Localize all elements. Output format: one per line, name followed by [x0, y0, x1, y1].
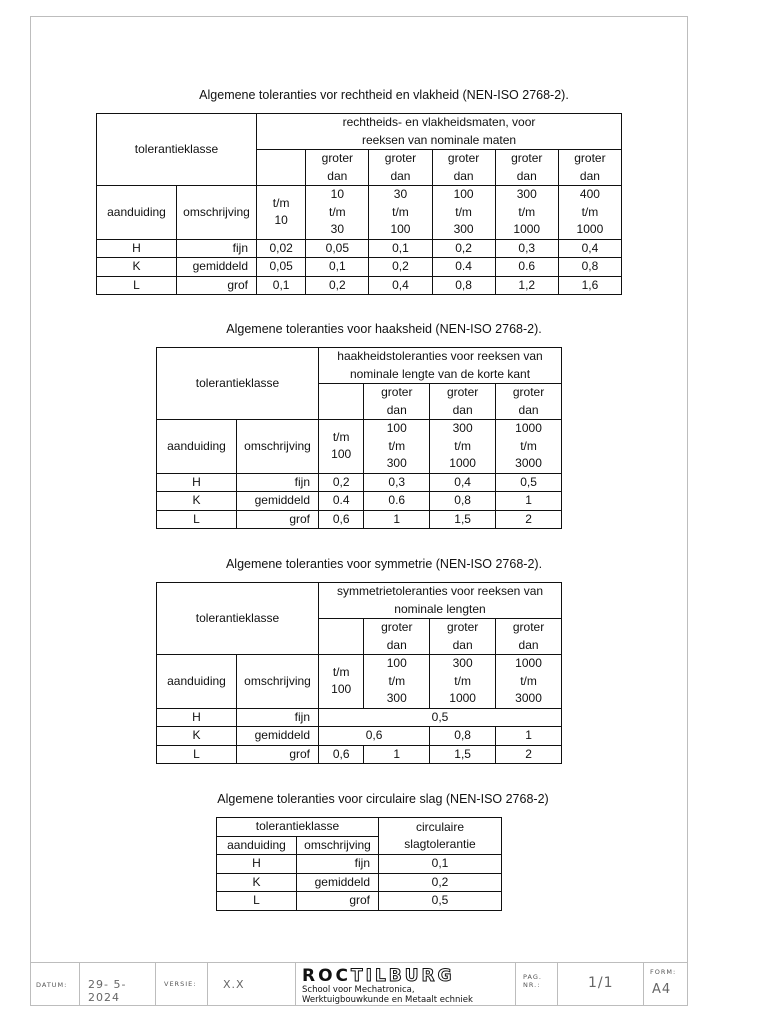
value-cell: 0,8: [432, 276, 495, 295]
table-row: [157, 708, 562, 727]
table-row: [157, 473, 562, 492]
col-aanduiding: aanduiding: [97, 186, 177, 240]
class-code: H: [217, 855, 297, 874]
pag-label: PAG. NR.:: [523, 973, 542, 989]
versie-label: VERSIE:: [164, 980, 197, 988]
value-cell: 0.6: [364, 492, 430, 511]
table-row: [97, 276, 622, 295]
versie-value: X.X: [223, 978, 245, 991]
value-cell: 0,2: [379, 873, 502, 892]
greater-cell: groter dan: [369, 150, 432, 186]
runout-table: [216, 817, 502, 911]
greater-cell: groter dan: [495, 150, 558, 186]
logo-roc: ROC: [302, 966, 352, 986]
datum-label: DATUM:: [36, 981, 68, 989]
class-code: K: [217, 873, 297, 892]
roc-tilburg-logo: [302, 966, 455, 986]
greater-cell: groter dan: [364, 619, 430, 655]
datum-value-cell: [80, 963, 156, 1006]
value-cell: 0,2: [319, 473, 364, 492]
range-cell: 1000 t/m 3000: [496, 420, 562, 474]
form-label: FORM:: [650, 968, 677, 976]
range-cell: t/m 100: [319, 655, 364, 709]
value-cell: 0,05: [306, 239, 369, 258]
class-code: L: [157, 510, 237, 529]
value-cell: 0,4: [430, 473, 496, 492]
range-cell: 100 t/m 300: [432, 186, 495, 240]
greater-cell: [319, 384, 364, 420]
range-header: haakheidstoleranties voor reeksen van nominale lengte van de korte kant: [319, 348, 562, 384]
col-aanduiding: aanduiding: [157, 655, 237, 709]
value-cell: 0,4: [558, 239, 621, 258]
runout-title: Algemene toleranties voor circulaire slag (NEN-ISO 2768-2): [217, 792, 549, 806]
symmetry-table: [156, 582, 562, 764]
value-cell: 0,2: [306, 276, 369, 295]
range-cell: 300 t/m 1000: [430, 420, 496, 474]
squareness-table: [156, 347, 562, 529]
value-cell: 0,5: [319, 708, 562, 727]
versie-value-cell: [208, 963, 296, 1006]
greater-cell: [257, 150, 306, 186]
range-header: rechtheids- en vlakheidsmaten, voor reeksen van nominale maten: [257, 114, 622, 150]
class-code: K: [157, 492, 237, 511]
class-header: tolerantieklasse: [157, 348, 319, 420]
class-code: H: [157, 473, 237, 492]
greater-cell: groter dan: [496, 619, 562, 655]
value-cell: 0,5: [496, 473, 562, 492]
table-row: [157, 727, 562, 746]
greater-cell: groter dan: [558, 150, 621, 186]
school-line-1: School voor Mechatronica,: [302, 985, 415, 995]
table-row: [217, 873, 502, 892]
range-cell: 400 t/m 1000: [558, 186, 621, 240]
value-cell: 1,2: [495, 276, 558, 295]
class-desc: grof: [177, 276, 257, 295]
value-cell: 0.4: [432, 258, 495, 277]
class-desc: gemiddeld: [237, 727, 319, 746]
value-cell: 0,6: [319, 727, 430, 746]
class-code: K: [157, 727, 237, 746]
range-cell: t/m 100: [319, 420, 364, 474]
value-cell: 1,5: [430, 510, 496, 529]
class-desc: gemiddeld: [297, 873, 379, 892]
range-cell: 100 t/m 300: [364, 420, 430, 474]
class-code: H: [157, 708, 237, 727]
pag-value-cell: [558, 963, 644, 1006]
class-desc: fijn: [237, 473, 319, 492]
value-cell: 1: [364, 510, 430, 529]
value-cell: 0,2: [432, 239, 495, 258]
datum-cell: [30, 963, 80, 1006]
col-omschrijving: omschrijving: [297, 836, 379, 855]
col-aanduiding: aanduiding: [157, 420, 237, 474]
form-value: A4: [652, 982, 672, 997]
symmetry-title: Algemene toleranties voor symmetrie (NEN-ISO 2768-2).: [225, 557, 543, 571]
class-code: K: [97, 258, 177, 277]
greater-cell: groter dan: [496, 384, 562, 420]
greater-cell: groter dan: [306, 150, 369, 186]
class-desc: grof: [297, 892, 379, 911]
class-header: tolerantieklasse: [217, 818, 379, 837]
value-cell: 1,6: [558, 276, 621, 295]
table-row: [157, 510, 562, 529]
value-cell: 1: [364, 745, 430, 764]
value-cell: 1: [496, 492, 562, 511]
table-row: [157, 492, 562, 511]
datum-value: 29- 5- 2024: [88, 978, 127, 1004]
value-cell: 1: [496, 727, 562, 746]
squareness-title: Algemene toleranties voor haaksheid (NEN-ISO 2768-2).: [226, 322, 542, 336]
value-cell: 0,8: [558, 258, 621, 277]
class-code: H: [97, 239, 177, 258]
value-header: circulaire slagtolerantie: [379, 818, 502, 855]
logo-tilburg: TILBURG: [351, 966, 455, 986]
value-cell: 0,2: [369, 258, 432, 277]
value-cell: 2: [496, 745, 562, 764]
range-header: symmetrietoleranties voor reeksen van nominale lengten: [319, 583, 562, 619]
greater-cell: groter dan: [430, 619, 496, 655]
range-cell: 300 t/m 1000: [430, 655, 496, 709]
table-row: [97, 239, 622, 258]
greater-cell: groter dan: [364, 384, 430, 420]
col-omschrijving: omschrijving: [237, 420, 319, 474]
value-cell: 0,3: [495, 239, 558, 258]
table-row: [97, 258, 622, 277]
class-desc: grof: [237, 510, 319, 529]
title-block: [30, 962, 688, 1006]
value-cell: 0.4: [319, 492, 364, 511]
range-cell: 10 t/m 30: [306, 186, 369, 240]
range-cell: 300 t/m 1000: [495, 186, 558, 240]
class-code: L: [97, 276, 177, 295]
value-cell: 0.6: [495, 258, 558, 277]
value-cell: 0,6: [319, 745, 364, 764]
value-cell: 0,5: [379, 892, 502, 911]
value-cell: 0,1: [306, 258, 369, 277]
pag-cell: [516, 963, 558, 1006]
col-omschrijving: omschrijving: [237, 655, 319, 709]
value-cell: 2: [496, 510, 562, 529]
straightness-title: Algemene toleranties vor rechtheid en vlakheid (NEN-ISO 2768-2).: [199, 88, 569, 102]
class-desc: fijn: [297, 855, 379, 874]
value-cell: 0,8: [430, 727, 496, 746]
school-line-2: Werktuigbouwkunde en Metaalt echniek: [302, 995, 473, 1005]
table-row: [217, 892, 502, 911]
class-code: L: [157, 745, 237, 764]
class-desc: gemiddeld: [237, 492, 319, 511]
col-omschrijving: omschrijving: [177, 186, 257, 240]
class-header: tolerantieklasse: [157, 583, 319, 655]
range-cell: 100 t/m 300: [364, 655, 430, 709]
class-desc: fijn: [177, 239, 257, 258]
form-cell: [644, 963, 688, 1006]
school-name: [302, 985, 473, 1005]
value-cell: 0,02: [257, 239, 306, 258]
greater-cell: groter dan: [430, 384, 496, 420]
class-desc: grof: [237, 745, 319, 764]
value-cell: 0,05: [257, 258, 306, 277]
col-aanduiding: aanduiding: [217, 836, 297, 855]
value-cell: 0,3: [364, 473, 430, 492]
table-row: [157, 745, 562, 764]
value-cell: 0,4: [369, 276, 432, 295]
class-header: tolerantieklasse: [97, 114, 257, 186]
greater-cell: [319, 619, 364, 655]
value-cell: 0,1: [369, 239, 432, 258]
class-code: L: [217, 892, 297, 911]
class-desc: gemiddeld: [177, 258, 257, 277]
class-desc: fijn: [237, 708, 319, 727]
value-cell: 0,8: [430, 492, 496, 511]
range-cell: t/m 10: [257, 186, 306, 240]
value-cell: 0,6: [319, 510, 364, 529]
range-cell: 30 t/m 100: [369, 186, 432, 240]
greater-cell: groter dan: [432, 150, 495, 186]
versie-cell: [156, 963, 208, 1006]
value-cell: 0,1: [257, 276, 306, 295]
range-cell: 1000 t/m 3000: [496, 655, 562, 709]
straightness-table: [96, 113, 622, 295]
value-cell: 0,1: [379, 855, 502, 874]
table-row: [217, 855, 502, 874]
pag-value: 1/1: [588, 975, 614, 991]
value-cell: 1,5: [430, 745, 496, 764]
